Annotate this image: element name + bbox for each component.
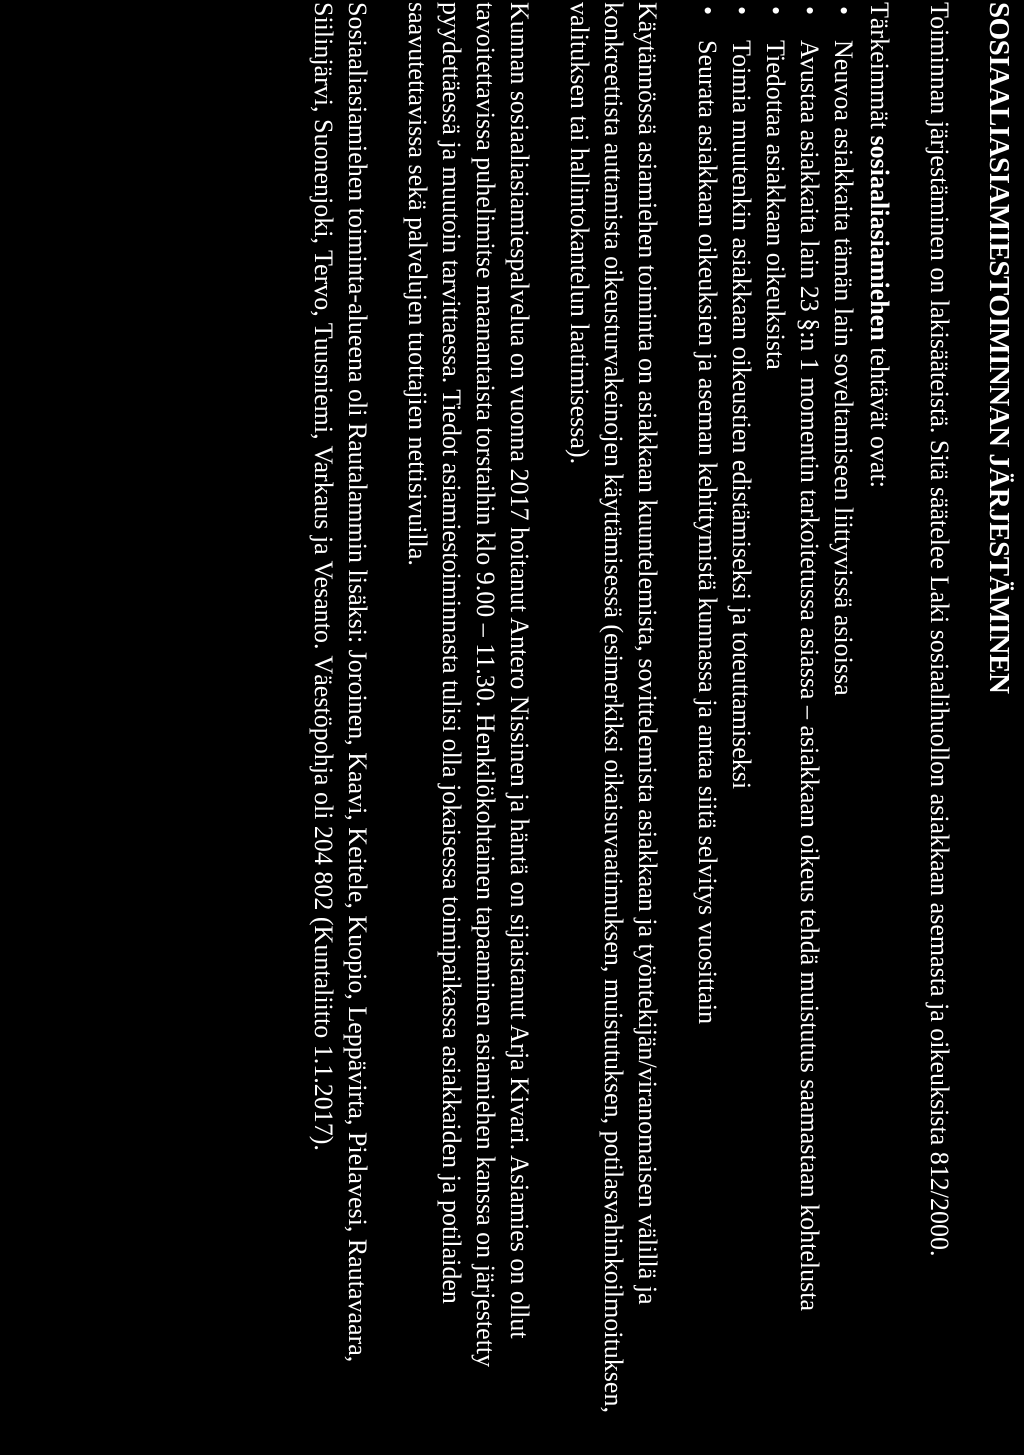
intro-paragraph: Toiminnan järjestäminen on lakisääteistä. Sitä säätelee Laki sosiaalihuollon asiakkaan asemasta ja oikeuksista 812/2000. xyxy=(925,2,954,1257)
list-item xyxy=(758,0,792,1430)
duties-label-bold: sosiaaliasiamiehen xyxy=(865,135,894,341)
list-item-text: Tiedottaa asiakkaan oikeuksista xyxy=(761,40,790,370)
list-item-text: Toimia muutenkin asiakkaan oikeustien edistämiseksi ja toteuttamiseksi xyxy=(727,40,756,790)
area-paragraph: Sosiaaliasiamiehen toiminta-alueena oli Rautalammin lisäksi: Joroinen, Kaavi, Keitele, Kuopio, Leppävirta, Pielavesi, Rautavaara, Siilinjärvi, Suonenjoki, Tervo, Tuusniemi, Varkaus ja Vesanto. Väestöpohja oli 204 802 (Kuntaliitto 1.1.2017). xyxy=(309,2,372,1363)
bullet-icon: • xyxy=(761,6,790,16)
practice-paragraph: Käytännössä asiamiehen toiminta on asiakkaan kuuntelemista, sovittelemista asiakkaan ja työntekijän/viranomaisen välillä ja konkreettista auttamista oikeusturvakeinojen käyttämisessä (esimerkiksi oikaisuvaatimuksen, muistutuksen, potilasvahinkoilmoituksen, valituksen tai hallintokantelun laatimisessa). xyxy=(565,2,662,1413)
duties-label-post: tehtävät ovat: xyxy=(865,340,894,488)
bullet-icon: • xyxy=(795,6,824,16)
list-item-text: Seurata asiakkaan oikeuksien ja aseman kehittymistä kunnassa ja antaa siitä selvitys vuosittain xyxy=(693,40,722,1025)
document-body xyxy=(280,0,1016,1430)
list-item-text: Neuvoa asiakkaita tämän lain soveltamiseen liittyvissä asioissa xyxy=(829,40,858,696)
list-item xyxy=(724,0,758,1430)
bullet-icon: • xyxy=(727,6,756,16)
service-paragraph: Kunnan sosiaaliasiamiespalvelua on vuonna 2017 hoitanut Antero Nissinen ja häntä on sijaistanut Arja Kivari. Asiamies on ollut tavoitettavissa puhelimitse maanantaista torstaihin klo 9.00 – 11.30. Henkilökohtainen tapaaminen asiamiehen kanssa on järjestetty pyydettäessä ja muutoin tarvittaessa. Tiedot asiamiestoiminnasta tulisi olla jokaisessa toimipaikassa asiakkaiden ja potilaiden saavutettavissa sekä palvelujen tuottajien nettisivuilla. xyxy=(403,2,534,1368)
bullet-icon: • xyxy=(693,6,722,16)
list-item-text: Avustaa asiakkaita lain 23 §:n 1 momentin tarkoitetussa asiassa – asiakkaan oikeus tehdä muistutus saamastaan kohtelusta xyxy=(795,40,824,1312)
list-item xyxy=(826,0,860,1430)
page-title: SOSIAALIASIAMIESTOIMINNAN JÄRJESTÄMINEN xyxy=(983,2,1015,694)
duties-list xyxy=(690,0,860,1430)
list-item xyxy=(792,0,826,1430)
duties-label-pre: Tärkeimmät xyxy=(865,2,894,136)
list-item xyxy=(690,0,724,1430)
bullet-icon: • xyxy=(829,6,858,16)
duties-label xyxy=(862,2,896,1430)
